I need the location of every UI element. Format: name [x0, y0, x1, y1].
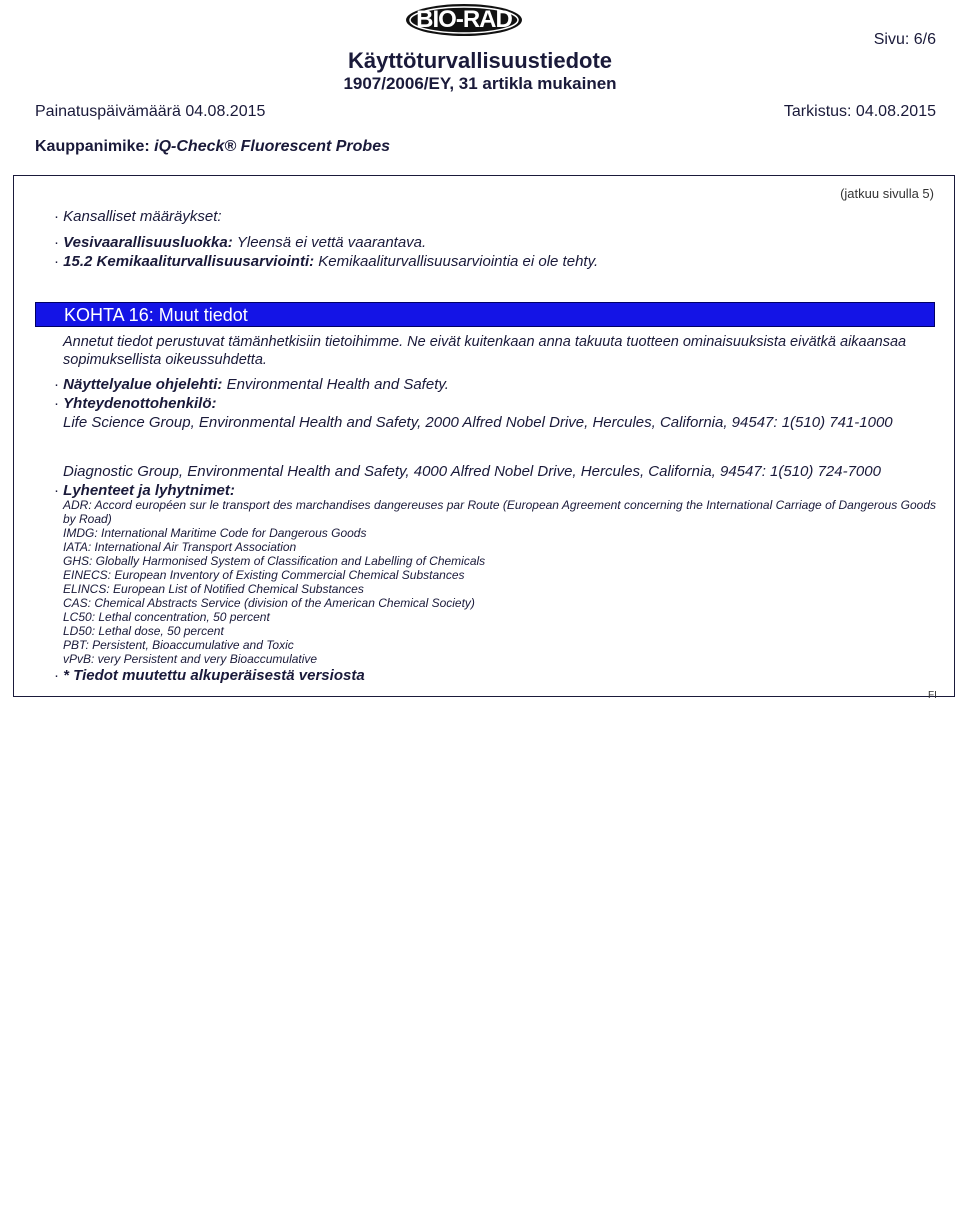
revision-date: Tarkistus: 04.08.2015: [783, 103, 936, 120]
intro-paragraph: Annetut tiedot perustuvat tämänhetkisiin tietoihimme. Ne eivät kuitenkaan anna takuuta tuotteen ominaisuuksista eivätkä aikaansaa sopimuksellista oikeussuhdetta.: [63, 334, 907, 368]
csa-value: Kemikaaliturvallisuusarviointia ei ole tehty.: [318, 253, 599, 270]
datasheet-issuer-label: Näyttelyalue ohjelehti:: [63, 376, 223, 393]
abbreviations: [54, 482, 235, 499]
continuation-note: (jatkuu sivulla 5): [840, 186, 934, 201]
contact-diagnostic: Diagnostic Group, Environmental Health and Safety, 4000 Alfred Nobel Drive, Hercules, California, 94547: 1(510) 724-7000: [63, 463, 881, 480]
datasheet-issuer-value: Environmental Health and Safety.: [226, 376, 449, 393]
bullet: ·: [54, 234, 59, 251]
bullet: ·: [54, 482, 59, 499]
page-number: Sivu: 6/6: [873, 31, 936, 48]
datasheet-issuer: [54, 376, 449, 393]
bullet: ·: [54, 395, 59, 412]
abbreviation-item: LD50: Lethal dose, 50 percent: [63, 624, 224, 638]
changed-note: [54, 667, 365, 684]
water-hazard-class: [54, 234, 426, 251]
water-hazard-value: Yleensä ei vettä vaarantava.: [236, 234, 427, 251]
abbreviation-item: IATA: International Air Transport Association: [63, 540, 297, 554]
print-date: Painatuspäivämäärä 04.08.2015: [35, 103, 266, 120]
contact-person: [54, 395, 217, 412]
national-regulations-label: Kansalliset määräykset:: [63, 208, 222, 225]
abbreviation-item: ADR: Accord européen sur le transport des marchandises dangereuses par Route (European Agreement concerning the International Carriage of Dangerous Goods by Road): [63, 498, 936, 526]
chemical-safety-assessment: [54, 253, 598, 270]
document-title: Käyttöturvallisuustiedote: [347, 48, 613, 73]
bullet: ·: [54, 208, 59, 225]
bio-rad-logo: [405, 3, 523, 37]
product-name-line: [35, 138, 390, 156]
bullet: ·: [54, 253, 59, 270]
bullet: ·: [54, 376, 59, 393]
product-name: iQ-Check® Fluorescent Probes: [154, 138, 390, 155]
abbreviation-item: PBT: Persistent, Bioaccumulative and Toxic: [63, 638, 294, 652]
document-subtitle: 1907/2006/EY, 31 artikla mukainen: [343, 74, 617, 93]
abbreviation-item: vPvB: very Persistent and very Bioaccumulative: [63, 652, 318, 666]
contact-label: Yhteydenottohenkilö:: [63, 395, 217, 412]
language-code: FI: [928, 690, 937, 701]
abbreviation-item: LC50: Lethal concentration, 50 percent: [63, 610, 270, 624]
abbreviation-item: CAS: Chemical Abstracts Service (division of the American Chemical Society): [63, 596, 475, 610]
abbreviations-label: Lyhenteet ja lyhytnimet:: [63, 482, 235, 499]
product-label: Kauppanimike:: [35, 138, 150, 155]
bullet: ·: [54, 667, 59, 684]
section-16-title: KOHTA 16: Muut tiedot: [64, 305, 248, 325]
contact-life-science: Life Science Group, Environmental Health and Safety, 2000 Alfred Nobel Drive, Hercules, California, 94547: 1(510) 741-1000: [63, 414, 893, 431]
abbreviation-item: ELINCS: European List of Notified Chemical Substances: [63, 582, 364, 596]
abbreviation-item: IMDG: International Maritime Code for Dangerous Goods: [63, 526, 367, 540]
changed-label: * Tiedot muutettu alkuperäisestä versiosta: [63, 667, 365, 684]
abbreviation-item: GHS: Globally Harmonised System of Classification and Labelling of Chemicals: [63, 554, 486, 568]
water-hazard-label: Vesivaarallisuusluokka:: [63, 234, 233, 251]
csa-label: 15.2 Kemikaaliturvallisuusarviointi:: [63, 253, 315, 270]
section-16-header: [35, 302, 935, 327]
logo-text: BIO-RAD: [416, 6, 512, 33]
national-regulations: [54, 208, 222, 225]
abbreviation-item: EINECS: European Inventory of Existing Commercial Chemical Substances: [63, 568, 465, 582]
abbreviation-list: [63, 498, 936, 666]
